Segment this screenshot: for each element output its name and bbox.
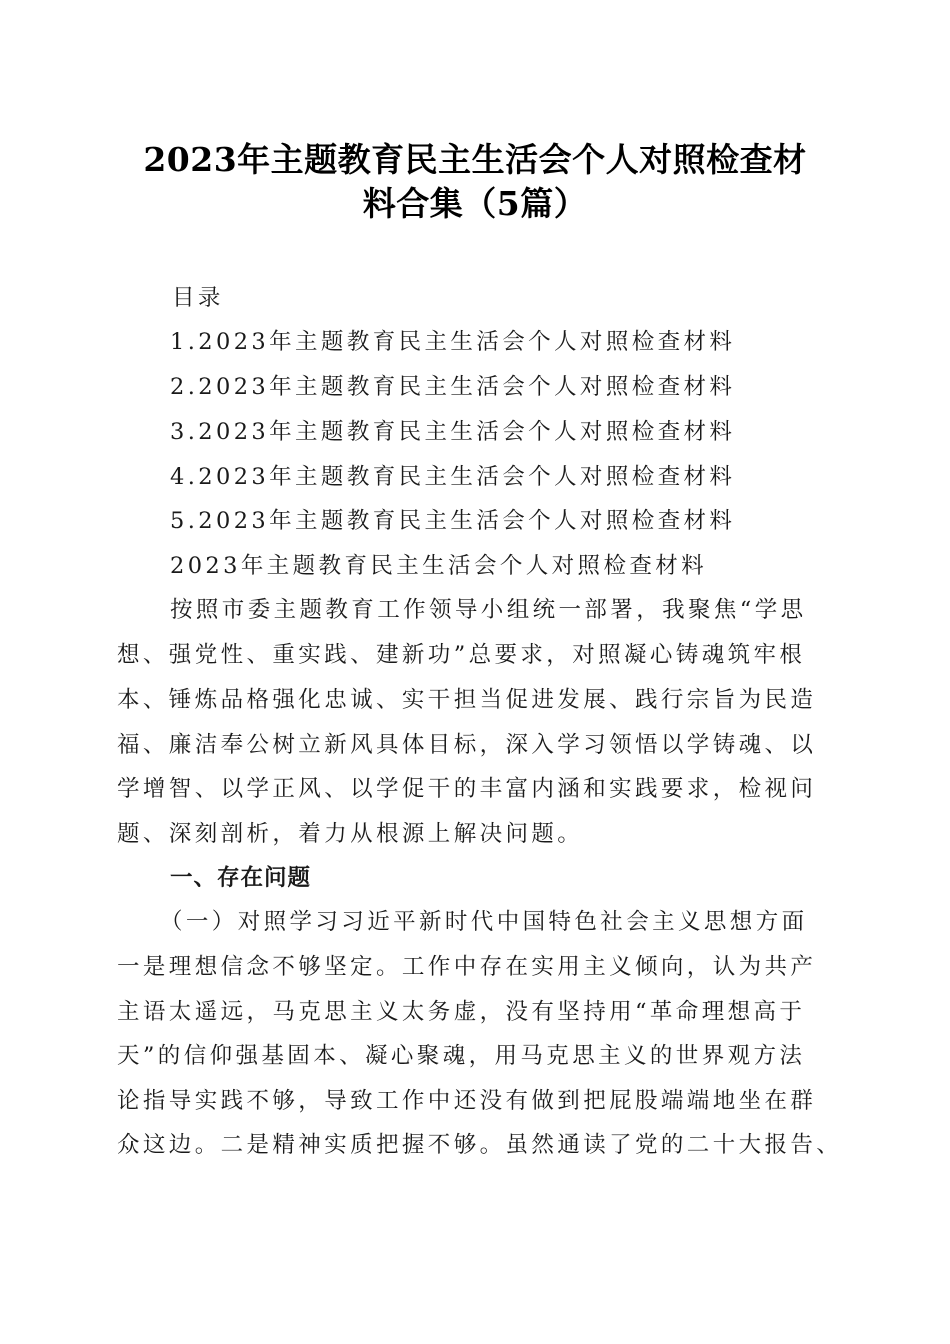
intro-paragraph-line-4: 福、廉洁奉公树立新风具体目标，深入学习领悟以学铸魂、以: [117, 732, 817, 758]
body-line-5: 众这边。二是精神实质把握不够。虽然通读了党的二十大报告、: [117, 1132, 843, 1158]
section-heading: 一、存在问题: [170, 865, 312, 891]
toc-item-2: 2.2023年主题教育民主生活会个人对照检查材料: [170, 374, 736, 400]
toc-item-3: 3.2023年主题教育民主生活会个人对照检查材料: [170, 419, 736, 445]
toc-item-1: 1.2023年主题教育民主生活会个人对照检查材料: [170, 329, 736, 355]
body-line-2: 主语太遥远，马克思主义太务虚，没有坚持用“革命理想高于: [117, 999, 806, 1025]
document-title-line-2: 料合集（5篇）: [362, 184, 588, 223]
toc-item-4: 4.2023年主题教育民主生活会个人对照检查材料: [170, 464, 736, 490]
toc-label: 目录: [172, 285, 224, 311]
document-title-line-1: 2023年主题教育民主生活会个人对照检查材: [143, 140, 807, 179]
body-line-3: 天”的信仰强基固本、凝心聚魂，用马克思主义的世界观方法: [117, 1043, 806, 1069]
article-title: 2023年主题教育民主生活会个人对照检查材料: [170, 553, 708, 579]
body-line-4: 论指导实践不够，导致工作中还没有做到把屁股端端地坐在群: [117, 1088, 817, 1114]
body-line-1: 一是理想信念不够坚定。工作中存在实用主义倾向，认为共产: [117, 954, 817, 980]
intro-paragraph-line-5: 学增智、以学正风、以学促干的丰富内涵和实践要求，检视问: [117, 776, 817, 802]
intro-paragraph-line-3: 本、锤炼品格强化忠诚、实干担当促进发展、践行宗旨为民造: [117, 687, 817, 713]
intro-paragraph-line-6: 题、深刻剖析，着力从根源上解决问题。: [117, 821, 584, 847]
subsection-heading: （一）对照学习习近平新时代中国特色社会主义思想方面: [160, 909, 808, 935]
intro-paragraph-line-1: 按照市委主题教育工作领导小组统一部署，我聚焦“学思: [170, 597, 807, 623]
intro-paragraph-line-2: 想、强党性、重实践、建新功”总要求，对照凝心铸魂筑牢根: [117, 642, 806, 668]
toc-item-5: 5.2023年主题教育民主生活会个人对照检查材料: [170, 508, 736, 534]
